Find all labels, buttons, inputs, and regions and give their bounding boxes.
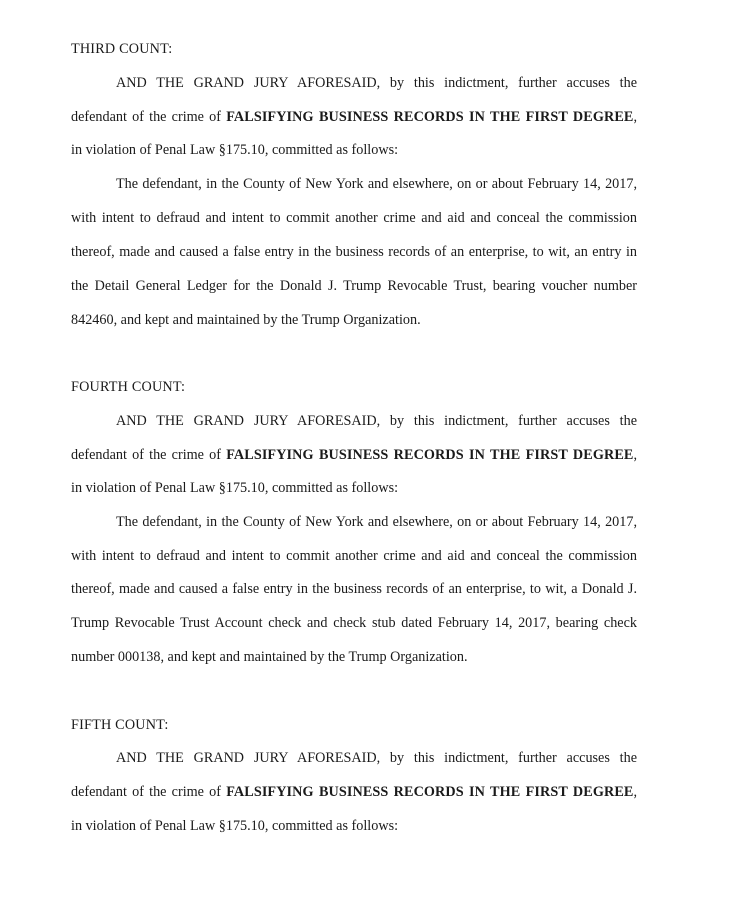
charge-suffix: , — [633, 109, 637, 125]
body-line: thereof, made and caused a false entry in the business records of an enterprise, to wit, an entry in — [71, 244, 637, 260]
charge-crime: FALSIFYING BUSINESS RECORDS IN THE FIRST DEGREE — [226, 447, 634, 463]
body-line: The defendant, in the County of New York and elsewhere, on or about February 14, 2017, — [116, 176, 637, 192]
count-heading: FIFTH COUNT: — [71, 717, 169, 733]
count-heading: FOURTH COUNT: — [71, 379, 186, 395]
charge-line — [71, 108, 637, 126]
charge-prefix: defendant of the crime of — [71, 784, 221, 800]
charge-crime: FALSIFYING BUSINESS RECORDS IN THE FIRST DEGREE — [226, 109, 634, 125]
body-line: thereof, made and caused a false entry in the business records of an enterprise, to wit, a Donald J. — [71, 581, 637, 597]
charge-line — [71, 783, 637, 801]
body-line: Trump Revocable Trust Account check and check stub dated February 14, 2017, bearing check — [71, 615, 637, 631]
body-line: number 000138, and kept and maintained by the Trump Organization. — [71, 649, 468, 665]
charge-suffix: , — [633, 784, 637, 800]
body-line: with intent to defraud and intent to commit another crime and aid and conceal the commission — [71, 210, 637, 226]
charge-line: in violation of Penal Law §175.10, committed as follows: — [71, 480, 399, 496]
charge-line: AND THE GRAND JURY AFORESAID, by this indictment, further accuses the — [116, 750, 637, 766]
body-line: the Detail General Ledger for the Donald J. Trump Revocable Trust, bearing voucher number — [71, 278, 637, 294]
charge-line: AND THE GRAND JURY AFORESAID, by this indictment, further accuses the — [116, 75, 637, 91]
charge-line: in violation of Penal Law §175.10, committed as follows: — [71, 142, 399, 158]
body-line: 842460, and kept and maintained by the Trump Organization. — [71, 312, 421, 328]
charge-line: AND THE GRAND JURY AFORESAID, by this indictment, further accuses the — [116, 413, 637, 429]
body-line: with intent to defraud and intent to commit another crime and aid and conceal the commission — [71, 548, 637, 564]
charge-line — [71, 446, 637, 464]
charge-line: in violation of Penal Law §175.10, committed as follows: — [71, 818, 399, 834]
count-heading: THIRD COUNT: — [71, 41, 173, 57]
charge-prefix: defendant of the crime of — [71, 447, 221, 463]
charge-suffix: , — [633, 447, 637, 463]
body-line: The defendant, in the County of New York and elsewhere, on or about February 14, 2017, — [116, 514, 637, 530]
charge-crime: FALSIFYING BUSINESS RECORDS IN THE FIRST DEGREE — [226, 784, 634, 800]
charge-prefix: defendant of the crime of — [71, 109, 221, 125]
